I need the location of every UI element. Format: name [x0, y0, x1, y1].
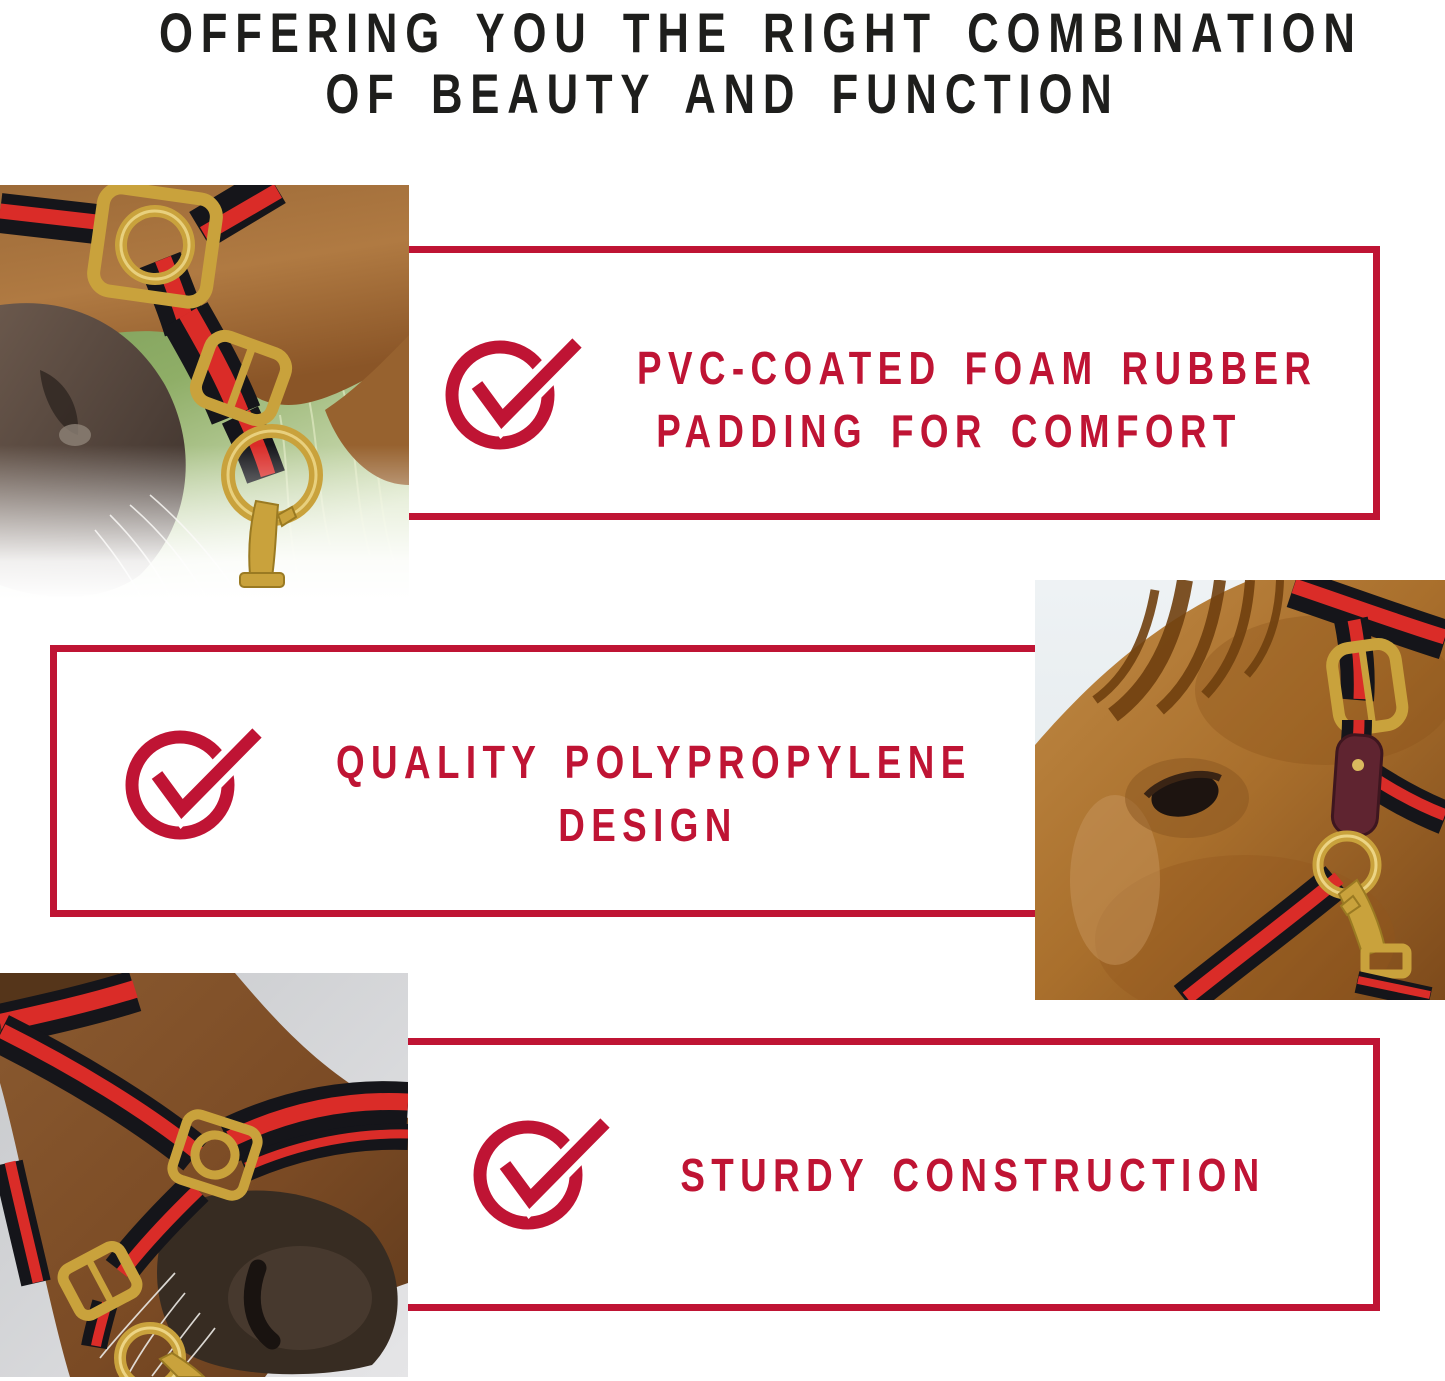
feature-line: DESIGN: [558, 799, 738, 851]
page-title: [158, 1, 1363, 125]
check-circle-icon: [425, 307, 595, 467]
check-circle-icon: [453, 1087, 623, 1247]
check-circle-icon: [105, 697, 275, 857]
photo-horse-head-cheek-strap: [1035, 580, 1445, 1000]
feature-line: STURDY CONSTRUCTION: [680, 1149, 1266, 1201]
feature-text-sturdy: [661, 1144, 1285, 1207]
feature-line: QUALITY POLYPROPYLENE: [336, 736, 972, 788]
feature-line: PVC-COATED FOAM RUBBER: [637, 342, 1318, 394]
photo-horse-muzzle-noseband: [0, 973, 408, 1377]
feature-text-polypropylene: [336, 731, 972, 857]
title-line-2: OF BEAUTY AND FUNCTION: [325, 62, 1120, 125]
title-line-1: OFFERING YOU THE RIGHT COMBINATION: [158, 1, 1363, 64]
feature-line: PADDING FOR COMFORT: [656, 405, 1242, 457]
feature-text-padding: [637, 337, 1318, 463]
photo-halter-hardware-closeup: [0, 185, 409, 600]
